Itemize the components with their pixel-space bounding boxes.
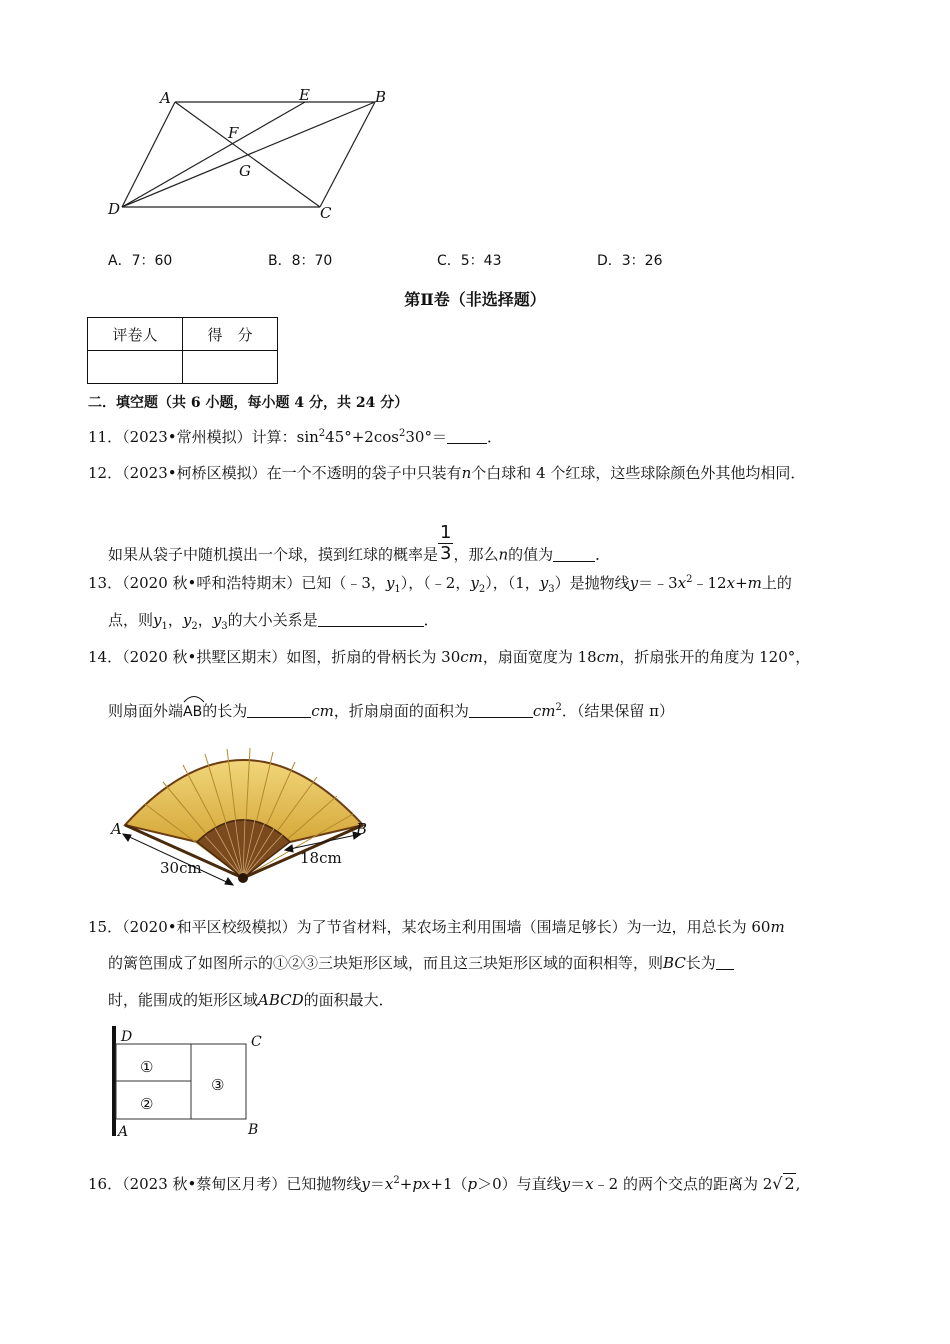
choice-c[interactable]: C．5：43 [437, 253, 502, 269]
region-2: ② [140, 1095, 154, 1113]
score-col-grader: 评卷人 [88, 318, 183, 351]
question-12: 12．（2023•柯桥区模拟）在一个不透明的袋子中只装有n个白球和 4 个红球，这些球除颜色外其他均相同． [88, 464, 806, 482]
score-col-score: 得 分 [183, 318, 278, 351]
answer-blank-13[interactable] [318, 612, 424, 627]
question-16: 16．（2023 秋•蔡甸区月考）已知抛物线$y=x^2+px+1(p>0)$与直线y＝x﹣2 的两个交点的距离为 2√ 2, [88, 1174, 801, 1193]
answer-blank-14b[interactable] [469, 703, 533, 718]
choice-a[interactable]: A．7：60 [108, 253, 173, 269]
parallelogram-figure [100, 82, 410, 227]
score-table [87, 317, 278, 384]
label-C: C [320, 204, 332, 222]
question-15-line3: 时，能围成的矩形区域ABCD的面积最大． [108, 991, 394, 1009]
score-value-cell[interactable] [183, 351, 278, 384]
label-G: G [239, 162, 251, 180]
fan-label-B: B [356, 820, 368, 838]
arc-ab: AB [183, 701, 202, 722]
question-11: 11．（2023•常州模拟）计算：$\sin^245^\circ+2\cos^230^\circ=$ ． [88, 428, 502, 446]
fan-width-18: 18cm [300, 849, 342, 867]
question-12-line2: 如果从袋子中随机摸出一个球，摸到红球的概率是 $\frac{1}{3}$ ，那么n的值为 ． [108, 522, 611, 564]
label-F: F [228, 124, 239, 142]
rect-label-C: C [251, 1034, 262, 1050]
rect-label-B: B [248, 1122, 259, 1138]
folding-fan-figure [105, 730, 390, 895]
label-A: A [160, 89, 171, 107]
score-grader-cell[interactable] [88, 351, 183, 384]
section-title: 第Ⅱ卷（非选择题） [404, 290, 546, 309]
label-B: B [375, 88, 387, 106]
question-15-line2: 的篱笆围成了如图所示的①②③三块矩形区域，而且这三块矩形区域的面积相等，则BC长为 [108, 953, 734, 973]
probability-fraction: $\frac{1}{3}$ [440, 522, 452, 564]
label-E: E [299, 86, 310, 104]
rect-label-D: D [121, 1029, 133, 1045]
region-1: ① [140, 1058, 154, 1076]
sqrt-radicand: 2 [784, 1174, 795, 1193]
answer-blank-11[interactable] [447, 429, 487, 444]
choice-d[interactable]: D．3：26 [597, 253, 663, 269]
rect-label-A: A [118, 1124, 129, 1140]
choice-b[interactable]: B．8：70 [268, 253, 333, 269]
label-D: D [108, 200, 121, 218]
answer-blank-12[interactable] [553, 547, 595, 562]
question-14-line2: 则扇面外端 AB的长为 cm，折扇扇面的面积为 $cm^2$．（结果保留 π） [108, 701, 674, 722]
answer-blank-14a[interactable] [247, 703, 311, 718]
question-13-line2: 点，则$y_1$，$y_2$，$y_3$的大小关系是 ． [108, 611, 439, 632]
fan-length-30: 30cm [160, 859, 202, 877]
rectangle-regions-figure [105, 1024, 275, 1140]
region-3: ③ [211, 1076, 225, 1094]
answer-blank-15[interactable] [716, 955, 734, 970]
fan-label-A: A [111, 820, 122, 838]
question-14: 14．（2020 秋•拱墅区期末）如图，折扇的骨柄长为 30cm，扇面宽度为 18cm，折扇张开的角度为 120°， [88, 648, 811, 666]
question-13: 13．（2020 秋•呼和浩特期末）已知（﹣3，$y_1$），（﹣2，$y_2$），（1，$y_3$）是抛物线$y=﹣3x^2﹣12x+m$上的 [88, 574, 792, 595]
question-15: 15．（2020•和平区校级模拟）为了节省材料，某农场主利用围墙（围墙足够长）为一边，用总长为 60m [88, 918, 785, 936]
part-heading: 二．填空题（共 6 小题，每小题 4 分，共 24 分） [88, 395, 409, 411]
